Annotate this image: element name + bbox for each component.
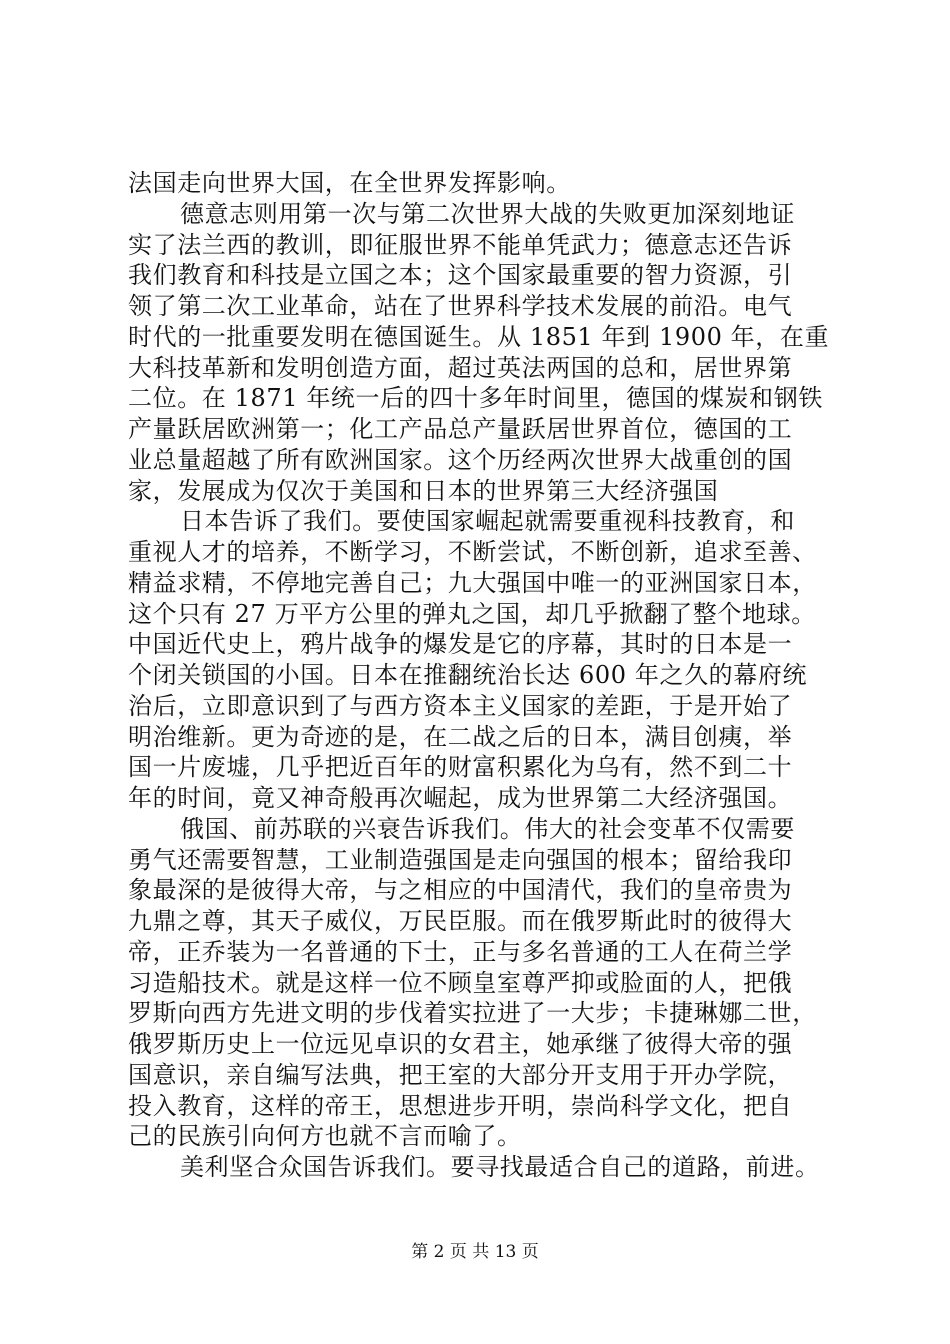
text-line: 这个只有 27 万平方公里的弹丸之国，却几乎掀翻了整个地球。: [128, 600, 816, 628]
text-line: 俄罗斯历史上一位远见卓识的女君主，她承继了彼得大帝的强: [128, 1030, 793, 1058]
text-line: 时代的一批重要发明在德国诞生。从 1851 年到 1900 年，在重: [128, 323, 830, 351]
text-line: 帝，正乔装为一名普通的下士，正与多名普通的工人在荷兰学: [128, 938, 793, 966]
text-line: 治后，立即意识到了与西方资本主义国家的差距，于是开始了: [128, 692, 793, 720]
text-line: 精益求精，不停地完善自己；九大强国中唯一的亚洲国家日本，: [128, 569, 817, 597]
text-line: 国意识，亲自编写法典，把王室的大部分开支用于开办学院，: [128, 1061, 793, 1089]
text-line: 我们教育和科技是立国之本；这个国家最重要的智力资源，引: [128, 261, 793, 289]
paragraph-start-japan: 日本告诉了我们。要使国家崛起就需要重视科技教育，和: [180, 507, 795, 535]
text-line: 象最深的是彼得大帝，与之相应的中国清代，我们的皇帝贵为: [128, 876, 793, 904]
page-footer: 第 2 页 共 13 页: [411, 1242, 539, 1262]
text-line: 明治维新。更为奇迹的是，在二战之后的日本，满目创痍，举: [128, 723, 793, 751]
text-line: 二位。在 1871 年统一后的四十多年时间里，德国的煤炭和钢铁: [128, 384, 823, 412]
text-line: 法国走向世界大国，在全世界发挥影响。: [128, 169, 571, 197]
text-line: 习造船技术。就是这样一位不顾皇室尊严抑或脸面的人，把俄: [128, 969, 793, 997]
text-line: 九鼎之尊，其天子威仪，万民臣服。而在俄罗斯此时的彼得大: [128, 907, 793, 935]
text-line: 领了第二次工业革命，站在了世界科学技术发展的前沿。电气: [128, 292, 793, 320]
text-line: 实了法兰西的教训，即征服世界不能单凭武力；德意志还告诉: [128, 231, 793, 259]
text-line: 产量跃居欧洲第一；化工产品总产量跃居世界首位，德国的工: [128, 415, 793, 443]
text-line: 年的时间，竟又神奇般再次崛起，成为世界第二大经济强国。: [128, 784, 793, 812]
text-line: 国一片废墟，几乎把近百年的财富积累化为乌有，然不到二十: [128, 753, 793, 781]
paragraph-start-usa: 美利坚合众国告诉我们。要寻找最适合自己的道路，前进。: [180, 1153, 820, 1181]
text-line: 个闭关锁国的小国。日本在推翻统治长达 600 年之久的幕府统: [128, 661, 808, 689]
paragraph-start-russia: 俄国、前苏联的兴衰告诉我们。伟大的社会变革不仅需要: [180, 815, 795, 843]
text-line: 己的民族引向何方也就不言而喻了。: [128, 1122, 522, 1150]
text-line: 中国近代史上，鸦片战争的爆发是它的序幕，其时的日本是一: [128, 630, 793, 658]
text-line: 罗斯向西方先进文明的步伐着实拉进了一大步；卡捷琳娜二世，: [128, 999, 817, 1027]
text-line: 大科技革新和发明创造方面，超过英法两国的总和，居世界第: [128, 354, 793, 382]
text-line: 勇气还需要智慧，工业制造强国是走向强国的根本；留给我印: [128, 846, 793, 874]
paragraph-start-germany: 德意志则用第一次与第二次世界大战的失败更加深刻地证: [180, 200, 795, 228]
text-line: 重视人才的培养，不断学习，不断尝试，不断创新，追求至善、: [128, 538, 817, 566]
text-line: 家，发展成为仅次于美国和日本的世界第三大经济强国: [128, 477, 719, 505]
text-line: 投入教育，这样的帝王，思想进步开明，崇尚科学文化，把自: [128, 1092, 793, 1120]
text-line: 业总量超越了所有欧洲国家。这个历经两次世界大战重创的国: [128, 446, 793, 474]
